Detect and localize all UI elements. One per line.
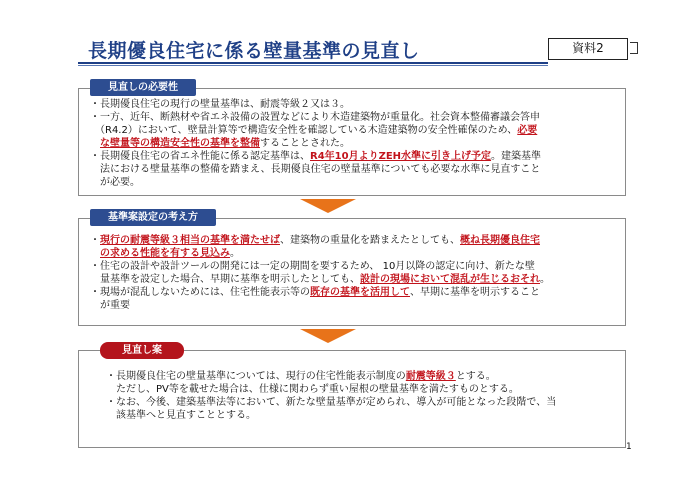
body-text: ・一方、近年、断熱材や省エネ設備の設置などにより木造建築物が重量化。社会資本整備審議会答申	[90, 112, 540, 123]
text-line	[90, 176, 541, 189]
revision-proposal-badge: 見直し案	[100, 342, 184, 359]
body-text: することとされた。	[260, 138, 350, 149]
body-text: ・長期優良住宅の壁量基準については、現行の住宅性能表示制度の	[106, 371, 406, 382]
body-text: ・長期優良住宅の現行の壁量基準は、耐震等級２又は３。	[90, 99, 350, 110]
body-text: 、早期に基準を明示すること	[410, 287, 540, 298]
emphasis-text: 耐震等級３	[405, 371, 456, 382]
down-arrow-icon	[300, 329, 356, 343]
body-text: 。建築基準	[491, 151, 542, 162]
text-line	[90, 260, 550, 273]
emphasis-text: R4年10月よりZEH水準に引き上げ予定	[310, 151, 492, 162]
body-text	[90, 138, 100, 149]
emphasis-text: 既存の基準を活用して	[310, 287, 410, 298]
body-text: 。	[230, 248, 240, 259]
page-title: 長期優良住宅に係る壁量基準の見直し	[88, 40, 420, 62]
emphasis-text: 設計の現場において混乱が生じるおそれ	[360, 274, 540, 285]
body-text	[90, 248, 100, 259]
emphasis-text: 現行の耐震等級３相当の基準を満たせば	[100, 235, 280, 246]
document-tag-edge	[630, 42, 638, 54]
text-line	[90, 234, 550, 247]
body-text: が必要。	[90, 177, 140, 188]
body-text: 量基準を設定した場合、早期に基準を明示したとしても、	[90, 274, 360, 285]
text-line	[90, 273, 550, 286]
revision-proposal-text	[106, 370, 556, 422]
text-line	[90, 299, 550, 312]
text-line	[106, 370, 556, 383]
text-line	[90, 137, 541, 150]
body-text: ・住宅の設計や設計ツールの開発には一定の期間を要するため、 10月以降の認定に向け、新たな壁	[90, 261, 535, 272]
text-line	[90, 163, 541, 176]
text-line	[90, 247, 550, 260]
necessity-section-badge: 見直しの必要性	[90, 79, 196, 96]
necessity-section-text	[90, 98, 541, 189]
text-line	[106, 396, 556, 409]
emphasis-text: 概ね長期優良住宅	[460, 235, 540, 246]
text-line	[90, 150, 541, 163]
body-text: ・現場が混乱しないためには、住宅性能表示等の	[90, 287, 310, 298]
page-number: 1	[626, 442, 632, 452]
body-text: （R4.2）において、壁量計算等で構造安全性を確認している木造建築物の安全性確保のため、	[90, 125, 518, 136]
text-line	[106, 409, 556, 422]
body-text: 、建築物の重量化を踏まえたとしても、	[280, 235, 460, 246]
text-line	[106, 383, 556, 396]
down-arrow-icon	[300, 199, 356, 213]
title-underline-thin	[78, 65, 548, 66]
body-text: ・	[90, 235, 100, 246]
body-text: 。	[540, 274, 550, 285]
emphasis-text: な壁量等の構造安全性の基準を整備	[100, 138, 260, 149]
document-tag: 資料2	[548, 38, 628, 60]
body-text: ただし、PV等を載せた場合は、仕様に関わらず重い屋根の壁量基準を満たすものとする。	[106, 384, 519, 395]
body-text: とする。	[455, 371, 496, 382]
title-underline	[78, 62, 548, 64]
body-text: ・なお、今後、建築基準法等において、新たな壁量基準が定められ、導入が可能となった段階で、当	[106, 397, 557, 408]
approach-section-text	[90, 234, 550, 312]
body-text: 該基準へと見直すこととする。	[106, 410, 256, 421]
body-text: 法における壁量基準の整備を踏まえ、長期優良住宅の壁量基準についても必要な水準に見直すこと	[90, 164, 541, 175]
text-line	[90, 124, 541, 137]
body-text: ・長期優良住宅の省エネ性能に係る認定基準は、	[90, 151, 310, 162]
emphasis-text: 必要	[517, 125, 538, 136]
text-line	[90, 111, 541, 124]
body-text: が重要	[90, 300, 130, 311]
text-line	[90, 98, 541, 111]
approach-section-badge: 基準案設定の考え方	[90, 209, 216, 226]
text-line	[90, 286, 550, 299]
emphasis-text: の求める性能を有する見込み	[100, 248, 230, 259]
